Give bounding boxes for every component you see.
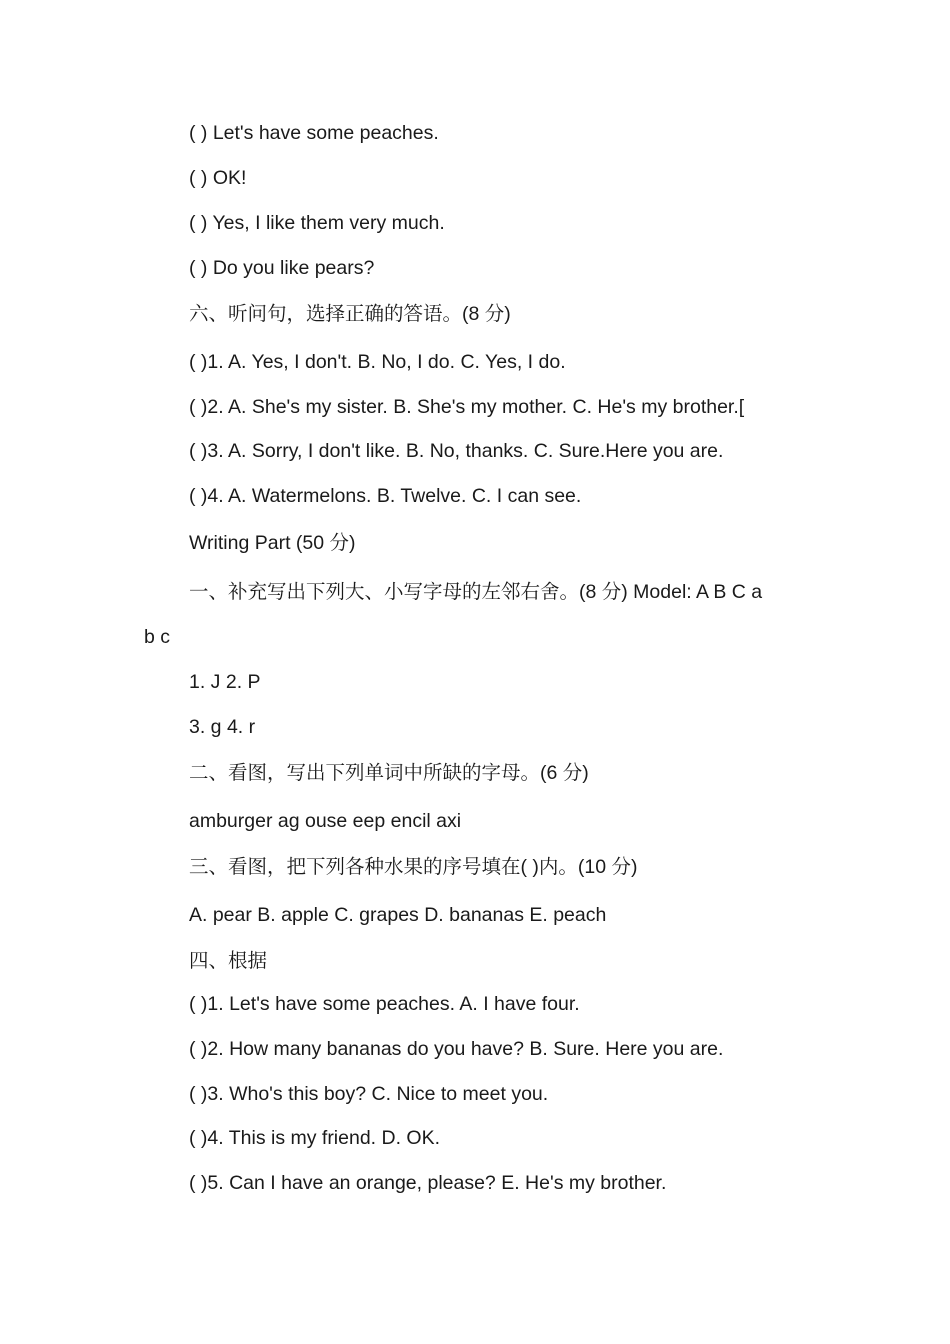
part-heading: Writing Part (50 分) xyxy=(189,532,356,554)
text-line: ( ) Yes, I like them very much. xyxy=(189,212,445,234)
matching-item: ( )4. This is my friend. D. OK. xyxy=(189,1127,441,1149)
text-line-continuation: b c xyxy=(144,626,171,648)
matching-item: ( )1. Let's have some peaches. A. I have four. xyxy=(189,993,580,1015)
section-heading: 六、听问句，选择正确的答语。(8 分) xyxy=(189,303,511,325)
matching-item: ( )5. Can I have an orange, please? E. He's my brother. xyxy=(189,1172,667,1194)
section-heading: 三、看图，把下列各种水果的序号填在( )内。(10 分) xyxy=(189,856,638,878)
text-line: A. pear B. apple C. grapes D. bananas E. peach xyxy=(189,904,607,926)
text-line: 1. J 2. P xyxy=(189,671,261,693)
section-heading: 一、补充写出下列大、小写字母的左邻右舍。(8 分) Model: A B C a xyxy=(189,581,763,603)
text-line: 3. g 4. r xyxy=(189,716,256,738)
question-item: ( )4. A. Watermelons. B. Twelve. C. I can see. xyxy=(189,485,582,507)
text-line: ( ) Let's have some peaches. xyxy=(189,122,439,144)
text-line: ( ) Do you like pears? xyxy=(189,257,375,279)
question-item: ( )3. A. Sorry, I don't like. B. No, thanks. C. Sure.Here you are. xyxy=(189,440,724,462)
section-heading: 四、根据 xyxy=(189,950,268,972)
text-line: amburger ag ouse eep encil axi xyxy=(189,810,462,832)
matching-item: ( )3. Who's this boy? C. Nice to meet you. xyxy=(189,1083,549,1105)
text-line: ( ) OK! xyxy=(189,167,247,189)
question-item: ( )2. A. She's my sister. B. She's my mother. C. He's my brother.[ xyxy=(189,396,745,418)
section-heading: 二、看图，写出下列单词中所缺的字母。(6 分) xyxy=(189,762,589,784)
question-item: ( )1. A. Yes, I don't. B. No, I do. C. Yes, I do. xyxy=(189,351,566,373)
matching-item: ( )2. How many bananas do you have? B. Sure. Here you are. xyxy=(189,1038,724,1060)
